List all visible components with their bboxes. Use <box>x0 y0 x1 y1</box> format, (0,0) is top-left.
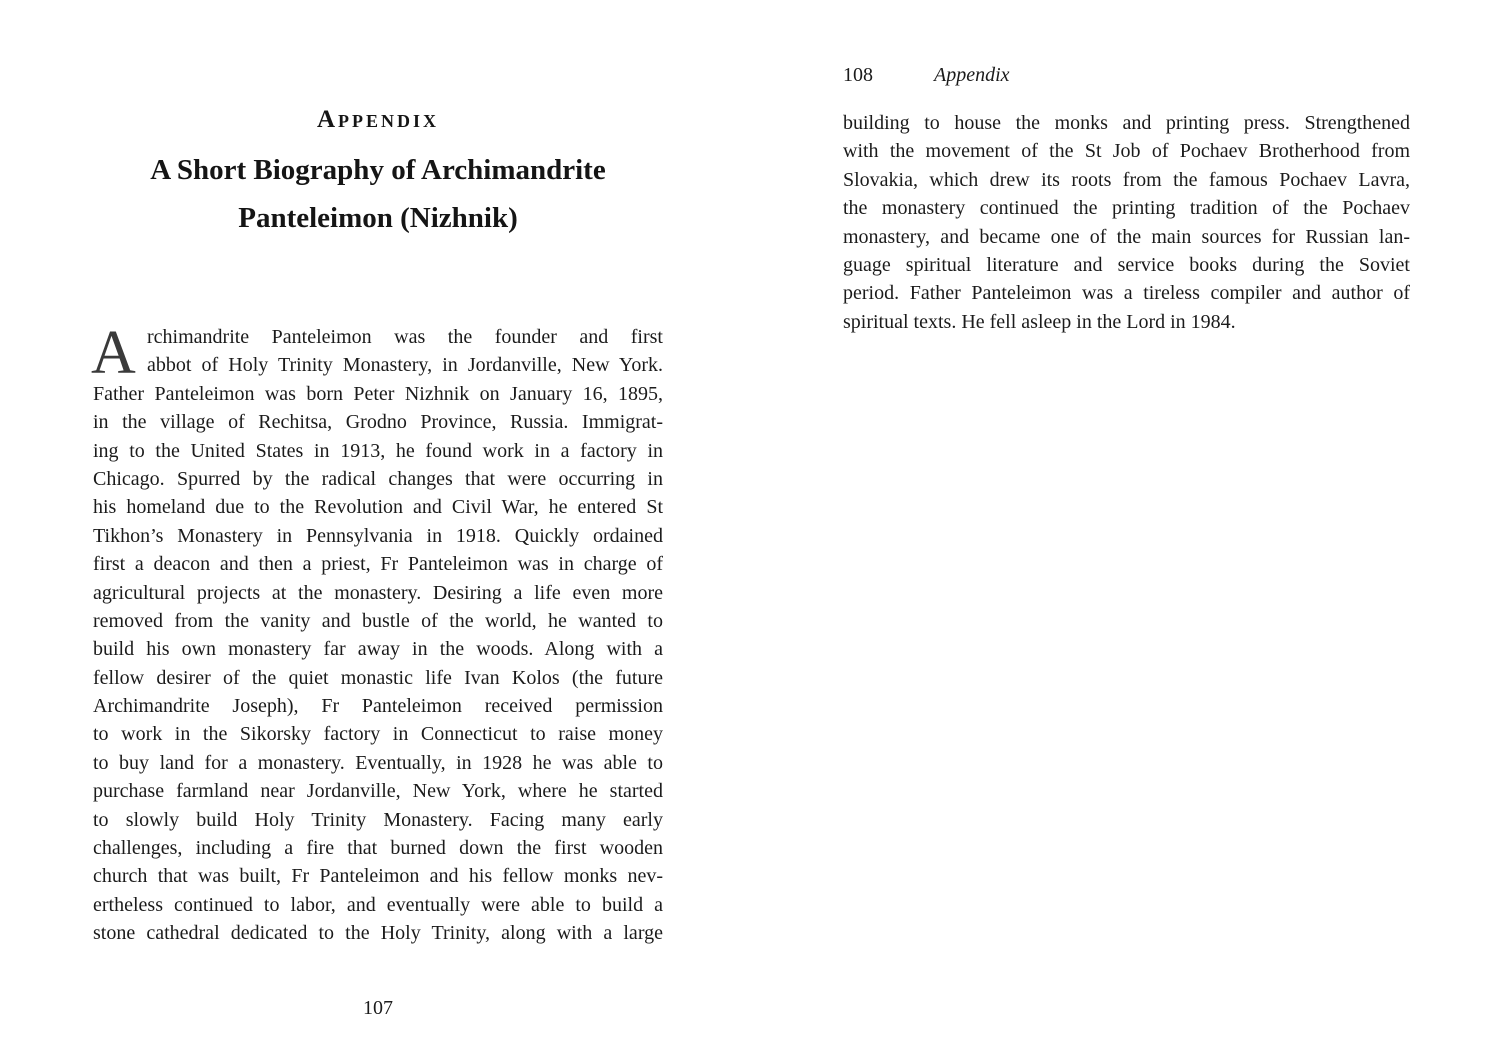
text-line: spiritual texts. He fell asleep in the Lord in 1984. <box>843 310 1236 333</box>
text-line: to buy land for a monastery. Eventually, in 1928 he was able to <box>93 751 663 774</box>
text-line: Tikhon’s Monastery in Pennsylvania in 1918. Quickly ordained <box>93 524 663 547</box>
chapter-title-line-2: Panteleimon (Nizhnik) <box>238 202 518 234</box>
text-line: removed from the vanity and bustle of the world, he wanted to <box>93 609 663 632</box>
text-line: purchase farmland near Jordanville, New York, where he started <box>93 780 663 803</box>
running-page-number: 108 <box>843 64 873 86</box>
chapter-title <box>93 146 663 242</box>
text-line: abbot of Holy Trinity Monastery, in Jordanville, New York. <box>147 354 663 377</box>
text-line: in the village of Rechitsa, Grodno Province, Russia. Immigrat- <box>93 411 663 434</box>
text-line: to work in the Sikorsky factory in Connecticut to raise money <box>93 723 663 746</box>
text-line: stone cathedral dedicated to the Holy Trinity, along with a large <box>93 922 663 945</box>
text-line: his homeland due to the Revolution and Civil War, he entered St <box>93 496 663 519</box>
text-line: build his own monastery far away in the woods. Along with a <box>93 638 663 661</box>
book-page-left <box>93 0 663 1056</box>
text-line: period. Father Panteleimon was a tireless compiler and author of <box>843 282 1410 305</box>
text-line: Slovakia, which drew its roots from the famous Pochaev Lavra, <box>843 168 1410 191</box>
text-line: ertheless continued to labor, and eventually were able to build a <box>93 893 663 916</box>
text-line: Father Panteleimon was born Peter Nizhnik on January 16, 1895, <box>93 382 663 405</box>
text-line: Chicago. Spurred by the radical changes that were occurring in <box>93 467 663 490</box>
paragraph-lines-right <box>843 109 1410 336</box>
text-line: with the movement of the St Job of Pochaev Brotherhood from <box>843 140 1410 163</box>
text-line: to slowly build Holy Trinity Monastery. Facing many early <box>93 808 663 831</box>
body-text-left <box>91 319 663 948</box>
drop-cap: A <box>91 319 136 387</box>
text-line: monastery, and became one of the main sources for Russian lan- <box>843 225 1410 248</box>
text-line: rchimandrite Panteleimon was the founder and first <box>147 326 663 348</box>
text-line: challenges, including a fire that burned down the first wooden <box>93 837 663 860</box>
appendix-kicker: Appendix <box>316 106 440 133</box>
text-line: first a deacon and then a priest, Fr Panteleimon was in charge of <box>93 553 663 576</box>
text-line: Archimandrite Joseph), Fr Panteleimon received permission <box>93 695 663 718</box>
book-page-right <box>843 0 1410 1056</box>
text-line: church that was built, Fr Panteleimon and his fellow monks nev- <box>93 865 663 888</box>
running-header <box>843 64 1410 87</box>
text-line: fellow desirer of the quiet monastic life Ivan Kolos (the future <box>93 666 663 689</box>
text-line: ing to the United States in 1913, he found work in a factory in <box>93 439 663 462</box>
text-line: the monastery continued the printing tradition of the Pochaev <box>843 197 1410 220</box>
text-line: guage spiritual literature and service books during the Soviet <box>843 253 1410 276</box>
text-line: building to house the monks and printing press. Strengthened <box>843 112 1410 134</box>
text-line: agricultural projects at the monastery. Desiring a life even more <box>93 581 663 604</box>
running-title: Appendix <box>934 64 1010 86</box>
body-text-right <box>843 109 1410 336</box>
chapter-title-line-1: A Short Biography of Archimandrite <box>150 154 606 186</box>
paragraph-lines-left <box>91 319 663 948</box>
page-number-left: 107 <box>363 997 393 1019</box>
